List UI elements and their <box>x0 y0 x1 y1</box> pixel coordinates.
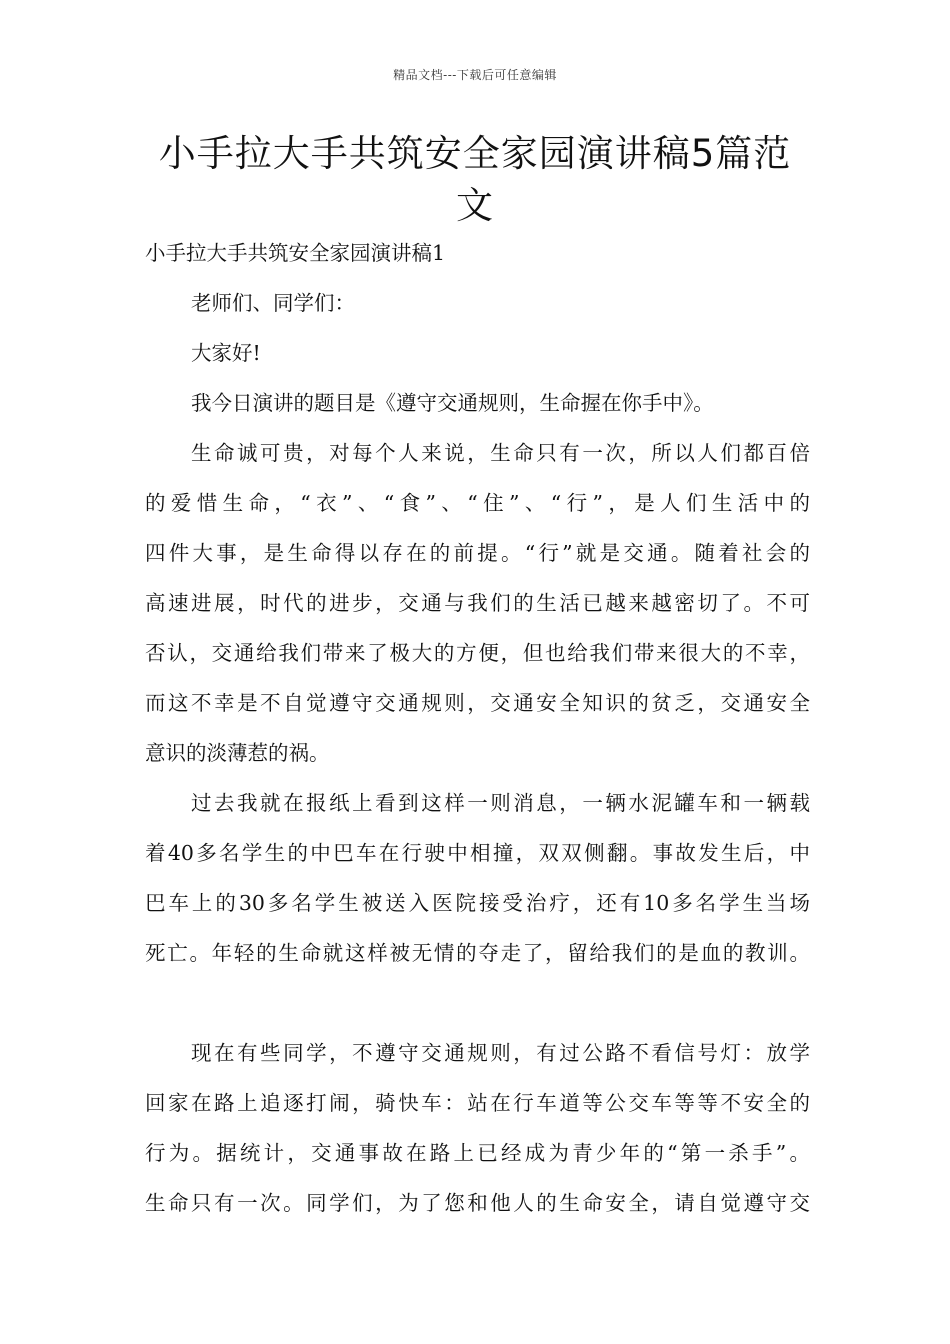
paragraph-line: 否认，交通给我们带来了极大的方便，但也给我们带来很大的不幸， <box>145 641 810 665</box>
paragraph-line: 着40多名学生的中巴车在行驶中相撞，双双侧翻。事故发生后，中 <box>145 841 810 865</box>
paragraph-line: 生命诚可贵，对每个人来说，生命只有一次，所以人们都百倍 <box>191 441 810 465</box>
section-heading: 小手拉大手共筑安全家园演讲稿1 <box>145 241 446 265</box>
document-title: 小手拉大手共筑安全家园演讲稿5篇范文 <box>158 132 792 227</box>
paragraph-spacer <box>145 978 810 1028</box>
paragraph-line: 的爱惜生命，“衣”、“食”、“住”、“行”，是人们生活中的 <box>145 491 810 515</box>
paragraph-line: 现在有些同学，不遵守交通规则，有过公路不看信号灯：放学 <box>191 1041 810 1065</box>
greeting: 大家好! <box>191 341 261 365</box>
salutation: 老师们、同学们： <box>191 291 355 315</box>
document-body <box>145 228 810 1228</box>
paragraph-line: 巴车上的30多名学生被送入医院接受治疗，还有10多名学生当场 <box>145 891 810 915</box>
paragraph-line: 四件大事，是生命得以存在的前提。“行”就是交通。随着社会的 <box>145 541 810 565</box>
header-note: 精品文档---下载后可任意编辑 <box>393 68 557 82</box>
paragraph-line: 而这不幸是不自觉遵守交通规则，交通安全知识的贫乏，交通安全 <box>145 691 810 715</box>
paragraph-line: 高速进展，时代的进步，交通与我们的生活已越来越密切了。不可 <box>145 591 810 615</box>
paragraph-line: 生命只有一次。同学们，为了您和他人的生命安全，请自觉遵守交 <box>145 1191 810 1215</box>
paragraph-line: 过去我就在报纸上看到这样一则消息，一辆水泥罐车和一辆载 <box>191 791 810 815</box>
paragraph-line: 死亡。年轻的生命就这样被无情的夺走了，留给我们的是血的教训。 <box>145 941 810 965</box>
paragraph-line: 回家在路上追逐打闹，骑快车：站在行车道等公交车等等不安全的 <box>145 1091 810 1115</box>
paragraph-line: 行为。据统计，交通事故在路上已经成为青少年的“第一杀手”。 <box>145 1141 810 1165</box>
paragraph-line: 意识的淡薄惹的祸。 <box>145 741 330 765</box>
paragraph-line: 我今日演讲的题目是《遵守交通规则，生命握在你手中》。 <box>191 391 714 415</box>
